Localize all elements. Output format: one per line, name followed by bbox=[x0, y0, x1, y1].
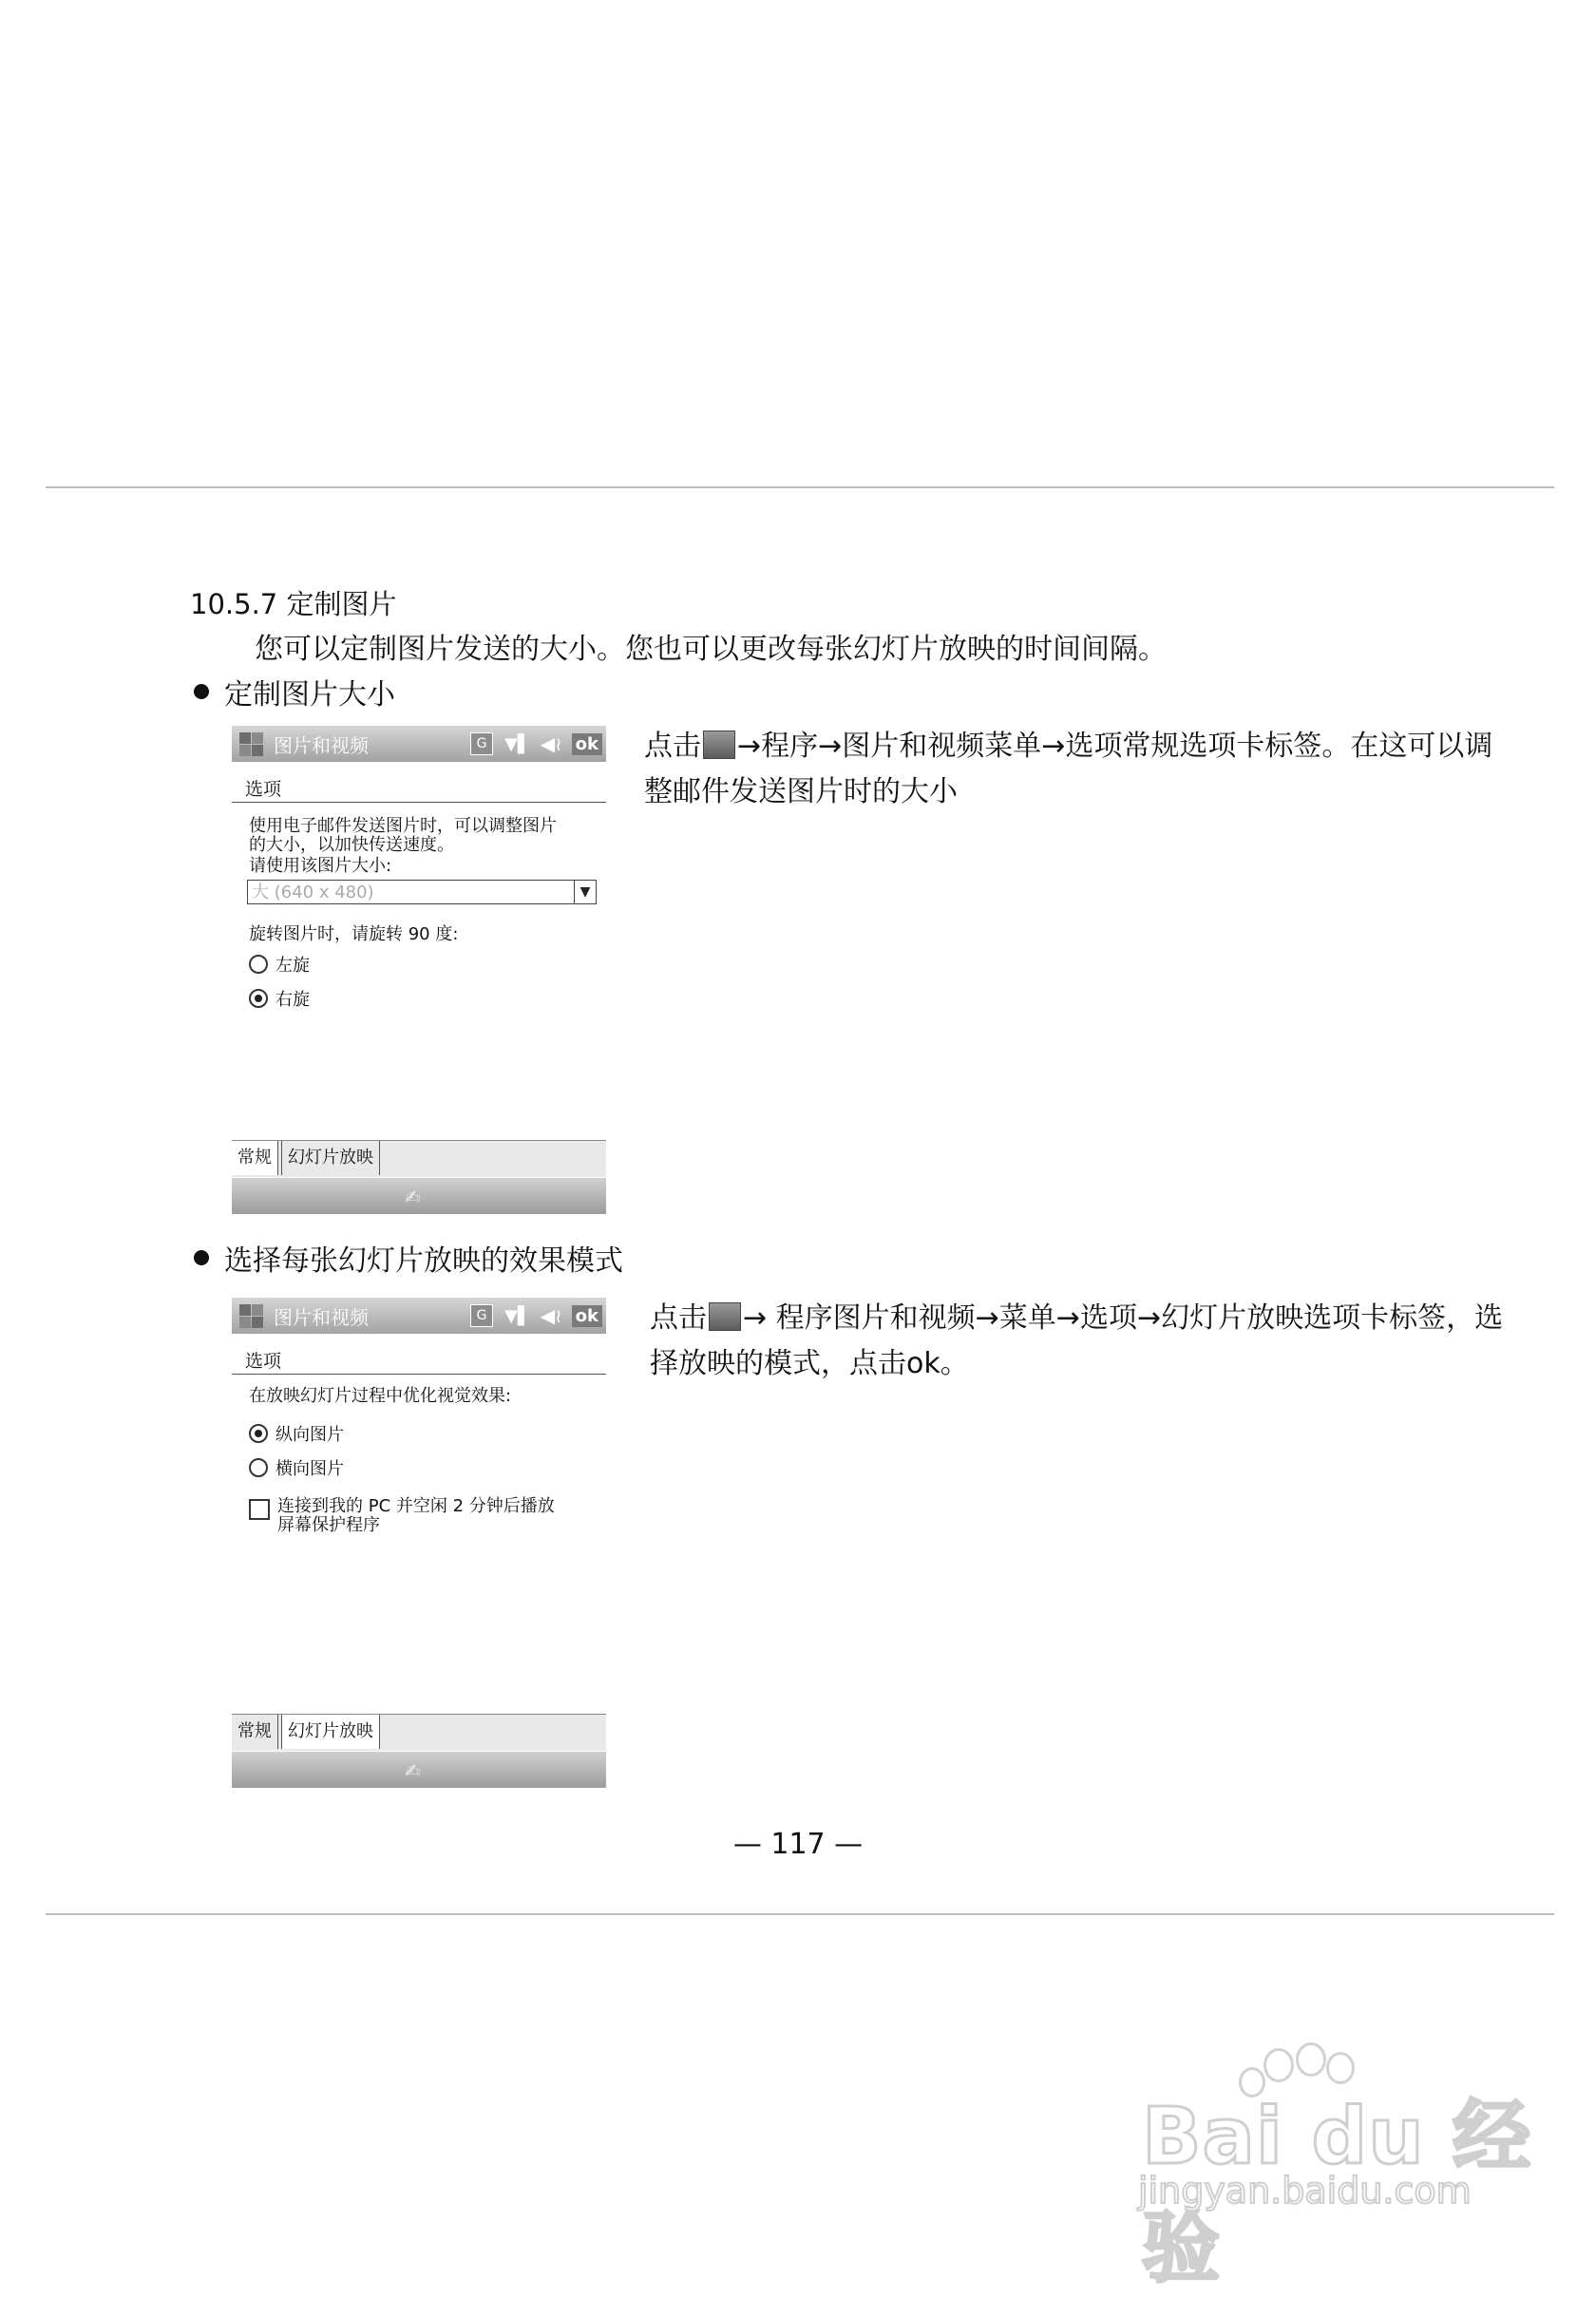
ok-button[interactable]: ok bbox=[572, 733, 602, 755]
bullet-label: 选择每张幻灯片放映的效果模式 bbox=[224, 1244, 623, 1278]
options-divider bbox=[232, 1374, 606, 1375]
tab-general[interactable]: 常规 bbox=[232, 1715, 278, 1749]
start-icon bbox=[703, 731, 735, 759]
title-bar bbox=[232, 726, 606, 762]
email-resize-text-2: 的大小，以加快传送速度。 bbox=[249, 835, 454, 855]
tab-slideshow[interactable]: 幻灯片放映 bbox=[281, 1715, 380, 1749]
radio-selected-icon[interactable] bbox=[249, 989, 268, 1008]
options-label: 选项 bbox=[245, 1351, 282, 1372]
paw-toe-icon bbox=[1296, 2042, 1326, 2077]
rotate-label: 旋转图片时，请旋转 90 度: bbox=[249, 924, 459, 944]
bullet-label: 定制图片大小 bbox=[224, 678, 395, 712]
section1-description bbox=[644, 724, 1499, 815]
desc-prefix: 点击 bbox=[644, 730, 701, 763]
radio-circle-icon[interactable] bbox=[249, 955, 268, 974]
title-bar bbox=[232, 1298, 606, 1334]
checkbox-line-2: 屏幕保护程序 bbox=[277, 1515, 380, 1535]
options-divider bbox=[232, 802, 606, 803]
tab-strip bbox=[232, 1140, 606, 1177]
size-select[interactable] bbox=[247, 880, 597, 904]
windows-start-icon[interactable] bbox=[238, 731, 264, 757]
signal-icon: ▼▌ bbox=[504, 733, 531, 754]
desc-suffix: → 程序图片和视频→菜单→选项→幻灯片放映选项卡标签，选择放映的模式，点击ok。 bbox=[650, 1301, 1504, 1380]
desc-prefix: 点击 bbox=[650, 1301, 707, 1335]
section2-description bbox=[650, 1296, 1505, 1387]
keyboard-icon[interactable]: ✍ bbox=[405, 1186, 421, 1208]
screensaver-checkbox[interactable] bbox=[249, 1499, 270, 1520]
tab-general[interactable]: 常规 bbox=[232, 1141, 278, 1175]
intro-text: 您可以定制图片发送的大小。您也可以更改每张幻灯片放映的时间间隔。 bbox=[255, 633, 1167, 666]
watermark-logo: Bai du 经验 bbox=[1142, 2092, 1532, 2293]
device-screenshot-slideshow bbox=[232, 1298, 606, 1788]
ok-button[interactable]: ok bbox=[572, 1305, 602, 1327]
radio-selected-icon[interactable] bbox=[249, 1424, 268, 1443]
bullet-dot-icon bbox=[194, 1250, 209, 1265]
checkbox-line-1: 连接到我的 PC 并空闲 2 分钟后播放 bbox=[277, 1496, 555, 1516]
page-number: — 117 — bbox=[732, 1828, 864, 1861]
section-heading: 10.5.7 定制图片 bbox=[190, 588, 397, 620]
options-label: 选项 bbox=[245, 779, 282, 800]
windows-start-icon[interactable] bbox=[238, 1302, 264, 1329]
radio-circle-icon[interactable] bbox=[249, 1458, 268, 1477]
signal-icon: ▼▌ bbox=[504, 1305, 531, 1326]
radio-rotate-right[interactable] bbox=[249, 986, 310, 1011]
baidu-watermark bbox=[1121, 2042, 1558, 2293]
watermark-url: jingyan.baidu.com bbox=[1138, 2170, 1472, 2212]
volume-icon[interactable]: ◀≀ bbox=[540, 1304, 562, 1327]
desc-suffix: →程序→图片和视频菜单→选项常规选项卡标签。在这可以调整邮件发送图片时的大小 bbox=[644, 730, 1493, 808]
size-label: 请使用该图片大小: bbox=[249, 856, 392, 876]
radio-label: 左旋 bbox=[276, 956, 310, 976]
radio-portrait[interactable] bbox=[249, 1421, 344, 1446]
tab-strip bbox=[232, 1714, 606, 1751]
email-resize-text-1: 使用电子邮件发送图片时，可以调整图片 bbox=[249, 816, 557, 836]
volume-icon[interactable]: ◀≀ bbox=[540, 732, 562, 755]
radio-label: 右旋 bbox=[276, 990, 310, 1010]
optimize-label: 在放映幻灯片过程中优化视觉效果: bbox=[249, 1386, 512, 1406]
bottom-divider bbox=[46, 1913, 1554, 1915]
bullet-dot-icon bbox=[194, 684, 209, 699]
size-select-value: 大 (640 x 480) bbox=[252, 883, 374, 902]
app-title: 图片和视频 bbox=[274, 733, 369, 757]
bullet-customize-size bbox=[194, 671, 395, 712]
gprs-icon: G bbox=[470, 732, 493, 755]
device-screenshot-general bbox=[232, 726, 606, 1214]
bullet-slideshow-mode bbox=[194, 1237, 623, 1279]
radio-rotate-left[interactable] bbox=[249, 952, 310, 977]
start-icon bbox=[709, 1302, 741, 1331]
top-divider bbox=[46, 486, 1554, 488]
tab-slideshow[interactable]: 幻灯片放映 bbox=[281, 1141, 380, 1175]
gprs-icon: G bbox=[470, 1304, 493, 1327]
screensaver-label bbox=[277, 1497, 555, 1535]
app-title: 图片和视频 bbox=[274, 1305, 369, 1329]
keyboard-icon[interactable]: ✍ bbox=[405, 1759, 421, 1782]
menu-bar bbox=[232, 1178, 606, 1214]
radio-label: 纵向图片 bbox=[276, 1425, 344, 1445]
chevron-down-icon[interactable]: ▼ bbox=[574, 881, 596, 903]
radio-label: 横向图片 bbox=[276, 1459, 344, 1479]
menu-bar bbox=[232, 1752, 606, 1788]
radio-landscape[interactable] bbox=[249, 1455, 344, 1480]
